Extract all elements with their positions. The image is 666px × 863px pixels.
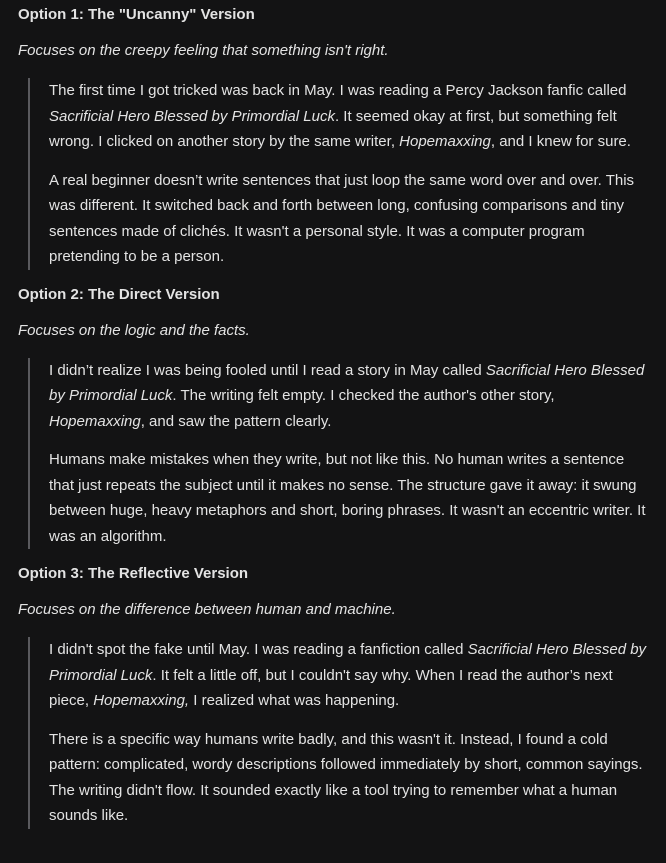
quote-paragraph	[49, 78, 650, 155]
quote-paragraph	[49, 637, 650, 714]
story-title: Hopemaxxing	[399, 133, 491, 150]
blockquote	[28, 358, 650, 550]
option-heading: Option 3: The Reflective Version	[18, 565, 249, 582]
blockquote	[28, 637, 650, 829]
option-section-1	[18, 4, 650, 270]
quote-paragraph: A real beginner doesn’t write sentences that just loop the same word over and over. This was different. It switched back and forth between long, confusing comparisons and tiny sentences made of clichés. It wasn't a personal style. It was a computer program pretending to be a person.	[49, 171, 635, 265]
story-title: Sacrificial Hero Blessed by Primordial Luck	[49, 361, 645, 404]
story-title: Hopemaxxing,	[93, 692, 190, 709]
text-run: I realized what was happening.	[189, 692, 400, 709]
text-run: . It seemed okay at first, but something felt wrong. I clicked on another story by the same writer,	[49, 107, 617, 150]
story-title: Sacrificial Hero Blessed by Primordial Luck	[49, 641, 647, 684]
text-run: . The writing felt empty. I checked the author's other story,	[172, 387, 555, 404]
option-section-2	[18, 284, 650, 550]
option-subtitle: Focuses on the creepy feeling that something isn't right.	[18, 42, 389, 59]
text-run: , and saw the pattern clearly.	[140, 412, 332, 430]
text-run: . It felt a little off, but I couldn't say why. When I read the author’s next piece,	[49, 666, 613, 709]
quote-paragraph: There is a specific way humans write badly, and this wasn't it. Instead, I found a cold pattern: complicated, wordy descriptions followed immediately by short, common sayings. The writing didn't flow. It sounded exactly like a tool trying to remember what a human sounds like.	[49, 730, 643, 824]
option-heading: Option 1: The "Uncanny" Version	[18, 6, 255, 23]
option-heading: Option 2: The Direct Version	[18, 285, 220, 303]
text-run: The first time I got tricked was back in May. I was reading a Percy Jackson fanfic called	[49, 82, 627, 99]
option-section-3	[18, 563, 650, 829]
quote-paragraph: Humans make mistakes when they write, but not like this. No human writes a sentence that just repeats the subject until it makes no sense. The structure gave it away: it swung between huge, heavy metaphors and short, boring phrases. It wasn't an eccentric writer. It was an algorithm.	[49, 451, 646, 545]
story-title: Sacrificial Hero Blessed by Primordial Luck	[49, 107, 335, 125]
option-subtitle: Focuses on the difference between human and machine.	[18, 601, 396, 618]
quote-paragraph	[49, 358, 650, 435]
text-run: I didn’t realize I was being fooled until I read a story in May called	[49, 361, 486, 379]
option-subtitle: Focuses on the logic and the facts.	[18, 321, 250, 339]
story-title: Hopemaxxing	[49, 412, 141, 430]
text-run: I didn't spot the fake until May. I was reading a fanfiction called	[49, 641, 468, 658]
blockquote	[28, 78, 650, 270]
text-run: , and I knew for sure.	[490, 133, 631, 150]
